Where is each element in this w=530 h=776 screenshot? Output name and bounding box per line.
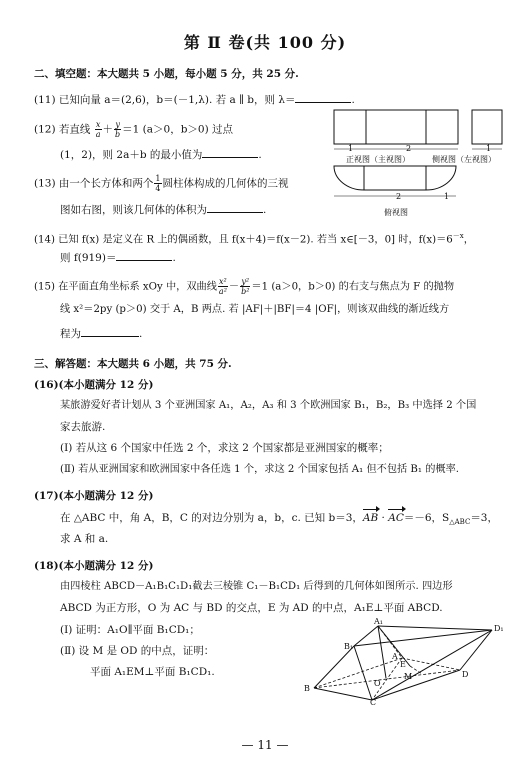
answer-blank [81, 326, 139, 337]
question-12: (12) 若直线 $\frac{x}{a}$ ＋ $\frac{y}{b}$ ＝1 (a＞0，b＞0) 过点 [34, 120, 234, 139]
question-16-part2: (Ⅱ) 若从亚洲国家和欧洲国家中各任选 1 个，求这 2 个国家包括 A₁ 但不包括 B₁ 的概率. [60, 464, 460, 475]
question-17-text: 求 A 和 a. [60, 533, 109, 545]
answer-blank [202, 147, 258, 158]
question-18-text: ABCD 为正方形，O 为 AC 与 BD 的交点，E 为 AD 的中点，A₁E⊥平面 ABCD. [60, 602, 443, 614]
fraction: $\frac{1}{4}$ [155, 174, 161, 193]
vertex-label-a: A [392, 652, 398, 661]
question-11-text: (11) 已知向量 a＝(2,6)，b＝(－1,λ). 若 a ∥ b，则 λ＝ [34, 94, 296, 106]
question-16-part1: (Ⅰ) 若从这 6 个国家中任选 2 个，求这 2 个国家都是亚洲国家的概率； [60, 442, 389, 454]
question-14-line2: 则 f(919)＝ . [60, 252, 176, 264]
page-title: 第 Ⅱ 卷(共 100 分) [183, 33, 347, 52]
question-12-text: (12) 若直线 [34, 123, 91, 136]
question-18-part2-claim: 平面 A₁EM⊥平面 B₁CD₁. [90, 666, 215, 678]
question-18-part2: (Ⅱ) 设 M 是 OD 的中点，证明： [60, 645, 215, 657]
question-17-text: 在 △ABC 中，角 A，B，C 的对边分别为 a，b，c. 已知 b＝3，AB · AC＝－6，$S_{\triangle ABC}=3$， [60, 512, 498, 527]
side-view-caption: 侧视图（左视图） [432, 155, 496, 164]
vertex-label-d: D [462, 670, 469, 679]
question-15: (15) 在平面直角坐标系 xOy 中，双曲线 $\frac{\text{x²}}{\text{a²}}$ － $\frac{\text{y²}}{\text{b²}}$ ＝1 (a＞0，b＞0) 的右支与焦点为 F 的抛物 [34, 277, 455, 296]
question-18-heading: (18)(本小题满分 12 分) [34, 560, 154, 572]
dimension-label: 1 [348, 144, 354, 153]
answer-blank [295, 92, 351, 103]
vertex-label-e: E [400, 660, 406, 669]
fraction: $\frac{y}{b}$ [115, 120, 121, 139]
side-view-shape [472, 110, 502, 144]
page-number: — 11 — [241, 738, 289, 752]
question-16-text: 家去旅游. [60, 421, 106, 433]
question-15-line2: 线 x²＝2py (p＞0) 交于 A，B 两点. 若 |AF|＋|BF|＝4 |OF|，则该双曲线的渐近线方 [60, 304, 450, 315]
answer-blank [207, 202, 263, 213]
vertex-label-b1: B₁ [344, 642, 354, 651]
section-heading-fill-in: 二、填空题：本大题共 5 小题，每小题 5 分，共 25 分. [34, 68, 299, 80]
vertex-label-d1: D₁ [494, 624, 504, 633]
vertex-label-o: O [374, 679, 381, 688]
dimension-label: 2 [396, 192, 402, 201]
question-12-line2: (1，2)，则 2a＋b 的最小值为 . [60, 149, 262, 161]
question-16-text: 某旅游爱好者计划从 3 个亚洲国家 A₁，A₂，A₃ 和 3 个欧洲国家 B₁，B₂，B₃ 中选择 2 个国 [60, 400, 477, 411]
vertex-label-a1: A₁ [374, 617, 383, 626]
fraction: $\frac{\text{x²}}{\text{a²}}$ [218, 277, 227, 296]
fraction: $\frac{x}{a}$ [95, 120, 101, 139]
dimension-label: 2 [406, 144, 412, 153]
question-14: (14) 已知 f(x) 是定义在 R 上的偶函数，且 f(x＋4)＝f(x－2). 若当 x∈[－3，0] 时，$f(x)=6^{-x}$， [34, 232, 474, 246]
vector-ac: AC [388, 512, 404, 524]
question-16-heading: (16)(本小题满分 12 分) [34, 379, 154, 391]
dimension-label: 1 [486, 144, 492, 153]
question-17-heading: (17)(本小题满分 12 分) [34, 490, 154, 502]
vertex-label-b: B [304, 684, 310, 693]
dimension-label: 1 [444, 192, 450, 201]
front-view-shape [334, 110, 458, 144]
vector-ab: AB [362, 512, 379, 524]
question-13-line2: 图如右图，则该几何体的体积为 . [60, 204, 267, 216]
vertex-label-c: C [370, 698, 377, 707]
vertex-label-m: M [404, 672, 413, 681]
fraction: $\frac{\text{y²}}{\text{b²}}$ [241, 277, 250, 296]
question-18-text: 由四棱柱 ABCD－A₁B₁C₁D₁截去三棱锥 C₁－B₁CD₁ 后得到的几何体如图所示. 四边形 [60, 581, 453, 592]
question-13: (13) 由一个长方体和两个 $\frac{1}{4}$ 圆柱体构成的几何体的三视 [34, 174, 289, 193]
question-18-part1: (Ⅰ) 证明：A₁O∥平面 B₁CD₁； [60, 624, 200, 636]
question-11: (11) 已知向量 a＝(2,6)，b＝(－1,λ). 若 a ∥ b，则 λ＝ . [34, 94, 355, 106]
section-heading-solutions: 三、解答题：本大题共 6 小题，共 75 分. [34, 358, 232, 370]
top-view-shape [334, 166, 456, 190]
question-15-line3: 程为 . [60, 328, 143, 340]
answer-blank [116, 250, 172, 261]
front-view-caption: 正视图（主视图） [346, 155, 410, 164]
top-view-caption: 俯视图 [384, 208, 408, 217]
